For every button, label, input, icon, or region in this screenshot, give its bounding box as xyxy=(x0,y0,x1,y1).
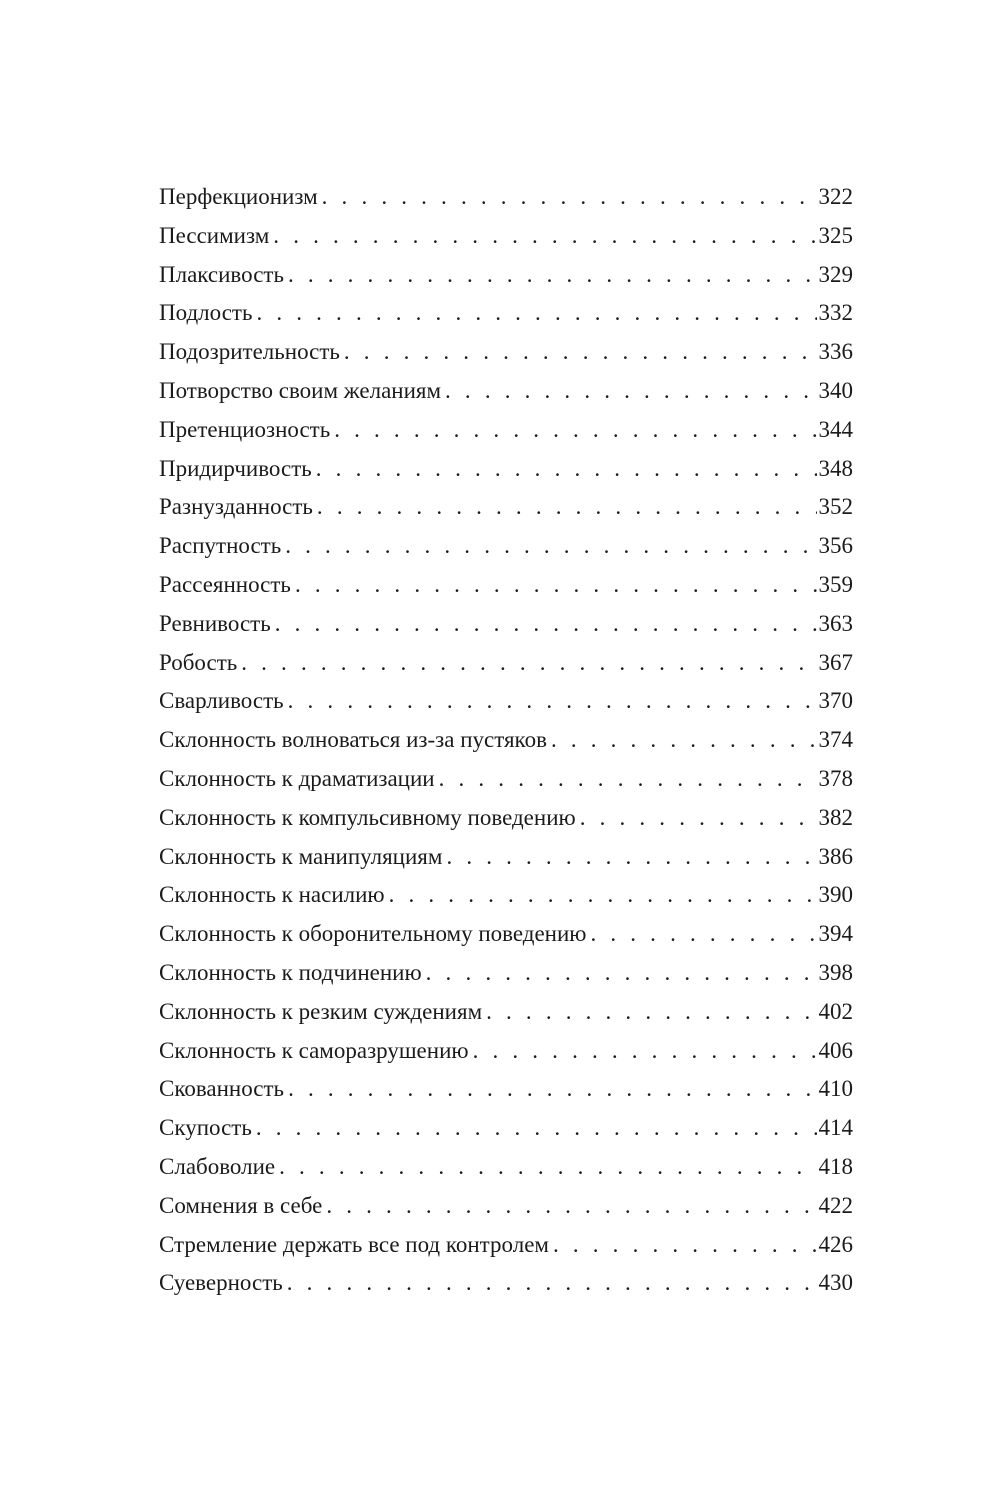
toc-entry-page-number: 340 xyxy=(818,377,853,403)
toc-entry-title: Ревнивость xyxy=(159,610,271,636)
dot-leader xyxy=(590,915,816,954)
toc-entry-title: Скупость xyxy=(159,1115,252,1141)
dot-leader xyxy=(322,178,817,217)
toc-entry-title: Склонность к подчинению xyxy=(159,959,422,985)
toc-entry xyxy=(159,721,853,760)
toc-entry-page-number: 394 xyxy=(818,921,853,947)
toc-entry-page-number: 406 xyxy=(818,1037,853,1063)
toc-entry xyxy=(159,915,853,954)
dot-leader xyxy=(439,760,817,799)
toc-entry-page-number: 344 xyxy=(818,416,853,442)
toc-entry xyxy=(159,527,853,566)
toc-entry-page-number: 348 xyxy=(818,455,853,481)
toc-entry-title: Склонность к манипуляциям xyxy=(159,843,443,869)
toc-entry-title: Склонность к оборонительному поведению xyxy=(159,921,587,947)
dot-leader xyxy=(344,333,817,372)
toc-entry-title: Подозрительность xyxy=(159,339,340,365)
dot-leader xyxy=(241,644,816,683)
toc-entry-page-number: 367 xyxy=(818,649,853,675)
dot-leader xyxy=(256,1109,817,1148)
dot-leader xyxy=(256,294,816,333)
toc-entry-page-number: 390 xyxy=(818,882,853,908)
toc-entry-page-number: 386 xyxy=(818,843,853,869)
dot-leader xyxy=(446,838,816,877)
dot-leader xyxy=(445,372,816,411)
toc-entry-title: Склонность к компульсивному поведению xyxy=(159,804,576,830)
dot-leader xyxy=(288,1070,816,1109)
toc-entry xyxy=(159,450,853,489)
toc-entry-title: Распутность xyxy=(159,533,282,559)
toc-entry xyxy=(159,1264,853,1303)
toc-entry-page-number: 422 xyxy=(818,1192,853,1218)
dot-leader xyxy=(580,799,817,838)
toc-entry xyxy=(159,954,853,993)
toc-entry xyxy=(159,644,853,683)
toc-entry-title: Разнузданность xyxy=(159,494,313,520)
toc-entry-title: Склонность к насилию xyxy=(159,882,385,908)
toc-entry-page-number: 332 xyxy=(818,300,853,326)
dot-leader xyxy=(553,1226,817,1265)
toc-entry-page-number: 398 xyxy=(818,959,853,985)
toc-entry-page-number: 329 xyxy=(818,261,853,287)
toc-entry-page-number: 410 xyxy=(818,1076,853,1102)
toc-entry-page-number: 336 xyxy=(818,339,853,365)
toc-entry xyxy=(159,682,853,721)
toc-entry-title: Слабоволие xyxy=(159,1153,276,1179)
toc-entry xyxy=(159,294,853,333)
toc-entry-page-number: 382 xyxy=(818,804,853,830)
toc-entry xyxy=(159,488,853,527)
toc-entry-title: Склонность к саморазрушению xyxy=(159,1037,469,1063)
table-of-contents xyxy=(159,178,853,1303)
dot-leader xyxy=(288,256,817,295)
dot-leader xyxy=(334,411,816,450)
toc-entry-title: Скованность xyxy=(159,1076,285,1102)
dot-leader xyxy=(389,876,817,915)
toc-entry-title: Плаксивость xyxy=(159,261,284,287)
toc-entry xyxy=(159,605,853,644)
toc-entry xyxy=(159,876,853,915)
toc-entry-title: Склонность к резким суждениям xyxy=(159,998,483,1024)
toc-entry-title: Стремление держать все под контролем xyxy=(159,1231,549,1257)
toc-entry-page-number: 359 xyxy=(818,571,853,597)
dot-leader xyxy=(317,488,817,527)
toc-entry-title: Перфекционизм xyxy=(159,184,318,209)
toc-entry-page-number: 430 xyxy=(818,1270,853,1296)
toc-entry xyxy=(159,178,853,217)
toc-entry-title: Сварливость xyxy=(159,688,284,714)
dot-leader xyxy=(326,1187,816,1226)
toc-entry-page-number: 378 xyxy=(818,765,853,791)
toc-entry-title: Склонность к драматизации xyxy=(159,765,435,791)
toc-entry-title: Робость xyxy=(159,649,238,675)
toc-entry xyxy=(159,256,853,295)
toc-entry-title: Сомнения в себе xyxy=(159,1192,323,1218)
toc-entry xyxy=(159,217,853,256)
toc-entry xyxy=(159,333,853,372)
dot-leader xyxy=(486,993,816,1032)
dot-leader xyxy=(473,1032,817,1071)
toc-entry-title: Склонность волноваться из-за пустяков xyxy=(159,727,547,753)
toc-entry-title: Суеверность xyxy=(159,1270,283,1296)
toc-entry-title: Потворство своим желаниям xyxy=(159,377,442,403)
toc-entry xyxy=(159,1148,853,1187)
toc-entry-page-number: 370 xyxy=(818,688,853,714)
toc-entry-page-number: 356 xyxy=(818,533,853,559)
toc-entry-page-number: 363 xyxy=(818,610,853,636)
toc-entry-title: Рассеянность xyxy=(159,571,291,597)
dot-leader xyxy=(275,605,817,644)
toc-entry xyxy=(159,993,853,1032)
toc-entry xyxy=(159,760,853,799)
dot-leader xyxy=(551,721,817,760)
dot-leader xyxy=(426,954,817,993)
dot-leader xyxy=(279,1148,816,1187)
toc-entry xyxy=(159,411,853,450)
dot-leader xyxy=(316,450,817,489)
toc-entry-page-number: 352 xyxy=(818,494,853,520)
dot-leader xyxy=(285,527,816,566)
toc-entry-page-number: 426 xyxy=(818,1231,853,1257)
toc-entry-page-number: 325 xyxy=(818,222,853,248)
toc-entry-page-number: 374 xyxy=(818,727,853,753)
toc-entry xyxy=(159,1070,853,1109)
toc-entry xyxy=(159,1032,853,1071)
toc-entry xyxy=(159,838,853,877)
dot-leader xyxy=(273,217,816,256)
dot-leader xyxy=(295,566,817,605)
toc-entry xyxy=(159,372,853,411)
toc-entry-title: Придирчивость xyxy=(159,455,312,481)
toc-entry-title: Претенциозность xyxy=(159,416,331,442)
toc-entry-page-number: 402 xyxy=(818,998,853,1024)
toc-entry xyxy=(159,799,853,838)
toc-entry xyxy=(159,1187,853,1226)
toc-entry-title: Пессимизм xyxy=(159,222,270,248)
toc-entry-page-number: 414 xyxy=(818,1115,853,1141)
dot-leader xyxy=(288,682,817,721)
toc-entry-title: Подлость xyxy=(159,300,253,326)
toc-entry xyxy=(159,1109,853,1148)
toc-entry xyxy=(159,1226,853,1265)
dot-leader xyxy=(287,1264,817,1303)
toc-entry xyxy=(159,566,853,605)
toc-entry-page-number: 418 xyxy=(818,1153,853,1179)
toc-entry-page-number: 322 xyxy=(818,184,853,209)
